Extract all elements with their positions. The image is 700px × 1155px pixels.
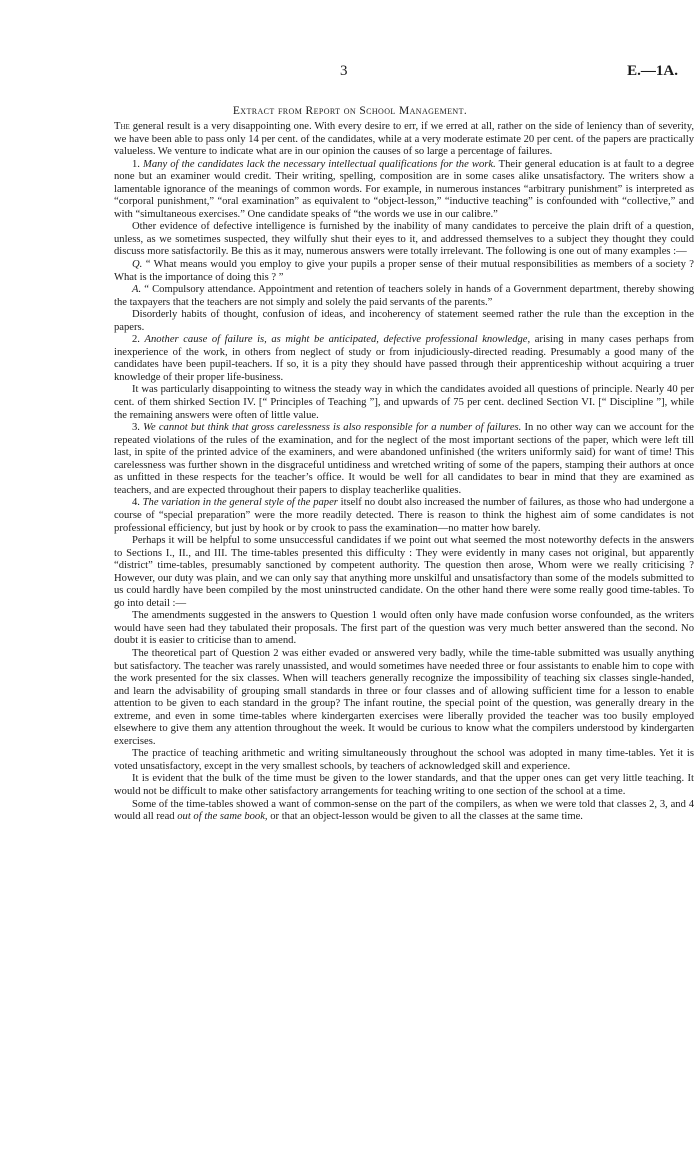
- paragraph-text: Other evidence of defective intelligence is furnished by the inability of many candidates to perceive the plain drift of a question, unless, as we sometimes suspected, they wilfully shut their eyes to it, and addressed themselves to a subject they thought they could discuss more satisfactorily. Be this as it may, numerous answers were totally irrelevant. The following is one out of many examples :—: [114, 221, 694, 258]
- question-label: Q.: [132, 259, 143, 271]
- paragraph-1: [114, 159, 694, 222]
- document-reference: E.—1A.: [627, 63, 678, 79]
- paragraph-text: Disorderly habits of thought, confusion of ideas, and incoherency of statement seemed rather the rule than the exception in the papers.: [114, 309, 694, 333]
- paragraph-text: Perhaps it will be helpful to some unsuccessful candidates if we point out what seemed the most noteworthy defects in the answers to Sections I., II., and III. The time-tables presented this difficulty : They were evidently in many cases not original, but apparently “district” time-tables, presumably sanctioned by competent authority. The question then arose, Whom were we really criticising ? However, our duty was plain, and we can only say that anything more unskilful and unsatisfactory than some of the models submitted to us could hardly have been compiled by the most uninstructed candidate. On the other hand there were some really good time-tables. To go into detail :—: [114, 535, 694, 609]
- paragraph-7: [114, 384, 694, 422]
- section-title: Extract from Report on School Management.: [232, 105, 468, 117]
- paragraph-number: 3.: [132, 422, 144, 434]
- report-body: [114, 121, 694, 824]
- emphasis: We cannot but think that gross carelessness is also responsible for a number of failures.: [143, 422, 522, 434]
- emphasis: Many of the candidates lack the necessary intellectual qualifications for the work.: [143, 158, 496, 170]
- paragraph-number: 4.: [132, 497, 143, 509]
- paragraph-2: [114, 221, 694, 259]
- emphasis: The variation in the general style of the paper: [142, 497, 338, 509]
- paragraph-5: [114, 309, 694, 334]
- page-number: 3: [340, 63, 348, 79]
- paragraph-0: [114, 121, 694, 159]
- paragraph-text: itself no doubt also increased the number of failures, as those who had undergone a course of “special preparation” were the more readily detected. There is reason to think the highest aim of some candidates is not professional efficiency, but just by hook or by crook to pass the examination—no matter how barely.: [114, 497, 695, 534]
- paragraph-8: [114, 422, 694, 497]
- paragraph-11: [114, 610, 694, 648]
- paragraph-text: The amendments suggested in the answers to Question 1 would often only have made confusion worse confounded, as the writers would have seen had they tabulated their proposals. The first part of the question was very much better answered than the second. No doubt it is easier to criticise than to amend.: [114, 610, 694, 647]
- paragraph-number: 1.: [132, 158, 144, 170]
- paragraph-15: [114, 799, 694, 824]
- emphasis: out of the same book,: [177, 811, 268, 823]
- paragraph-text: It was particularly disappointing to witness the steady way in which the candidates avoided all questions of principle. Nearly 40 per cent. of them shirked Section IV. [“ Principles of Teaching ”], and upwards of 75 per cent. declined Section VI. [“ Discipline ”], while the remaining answers were often of little value.: [114, 384, 694, 421]
- answer-example: [114, 284, 694, 309]
- paragraph-13: [114, 748, 694, 773]
- paragraph-text: The theoretical part of Question 2 was either evaded or answered very badly, while the time-table submitted was usually anything but satisfactory. The teacher was rarely unassisted, and would sometimes have needed three or four assistants to enable him to cope with the work presented for the six classes. When will teachers generally recognize the impossibility of teaching six classes single-handed, and learn the advisability of grouping small standards in three or four classes and of allowing sufficient time for a lesson to enable attention to be given to each standard in the group? The infant routine, the special point of the question, was generally dreary in the extreme, and even in some time-tables where kindergarten exercises were liberally provided the teacher was too busily employed elsewhere to give them any attention throughout the week. It would be curious to know what the compilers understood by kindergarten exercises.: [114, 647, 694, 747]
- paragraph-text: In no other way can we account for the repeated violations of the rules of the examination, and for the neglect of the most important sections of the paper, which were left till last, in spite of the printed advice of the examiners, and were abandoned unfinished (the writers uniformly said) for want of time! This carelessness was further shown in the disgraceful untidiness and wretched writing of some of the papers, stamping their authors at once as unfitted in these respects for the teacher’s office. It would be well for all candidates to bear in mind that they are examined as teachers, and are expected throughout their papers to display teacherlike qualities.: [114, 422, 694, 496]
- paragraph-text: The practice of teaching arithmetic and writing simultaneously throughout the school was adopted in many time-tables. Yet it is voted unsatisfactory, except in the very smallest schools, by teachers of acknowledged skill and experience.: [114, 748, 694, 772]
- paragraph-12: [114, 648, 694, 748]
- question-example: [114, 259, 694, 284]
- paragraph-14: [114, 773, 694, 798]
- emphasis: Another cause of failure is, as might be anticipated, defective professional knowledge,: [144, 334, 531, 346]
- paragraph-text: general result is a very disappointing one. With every desire to err, if we erred at all, rather on the side of leniency than of severity, we have been able to pass only 14 per cent. of the candidates, while at a very moderate estimate 20 per cent. of the papers are practically valueless. We venture to indicate what are in our opinion the causes of so large a percentage of failures.: [114, 121, 694, 158]
- paragraph-text: Their general education is at fault to a degree none but an examiner would credit. Their writing, spelling, composition are in some cases alike unsatisfactory. The writers show a lamentable ignorance of the meanings of common words. For example, in numerous instances “arbitrary punishment” is interpreted as “corporal punishment,” “oral examination” as equivalent to “object-lesson,” “inductive teaching” is confounded with “collective,” and with “simultaneous exercises.” One candidate speaks of “the words we use in our calibre.”: [114, 158, 694, 220]
- answer-text: “ Compulsory attendance. Appointment and retention of teachers solely in hands of a Government department, thereby showing the taxpayers that the teachers are not simply and solely the paid servants of the parents.”: [114, 284, 694, 308]
- paragraph-6: [114, 334, 694, 384]
- paragraph-text: Some of the time-tables showed a want of common-sense on the part of the compilers, as when we were told that classes 2, 3, and 4 would all read: [114, 798, 694, 823]
- paragraph-text: It is evident that the bulk of the time must be given to the lower standards, and that the upper ones can get very little teaching. It would not be difficult to make other satisfactory arrangements for teaching writing to one section of the school at a time.: [114, 773, 694, 797]
- paragraph-number: 2.: [132, 334, 145, 346]
- paragraph-text: arising in many cases perhaps from inexperience of the work, in others from neglect of study or from injudiciously-directed reading. Presumably a good many of the candidates have been pupil-teachers. If so, it is a pity they should have passed through their apprenticeship without acquiring a truer knowledge of their proper life-business.: [114, 334, 695, 383]
- paragraph-tail: or that an object-lesson would be given to all the classes at the same time.: [267, 811, 583, 823]
- lead-word: The: [114, 121, 130, 132]
- paragraph-10: [114, 535, 694, 610]
- paragraph-9: [114, 497, 694, 535]
- question-text: “ What means would you employ to give your pupils a proper sense of their mutual responsibilities as members of a society ? What is the importance of doing this ? ”: [114, 259, 694, 283]
- answer-label: A.: [132, 284, 142, 296]
